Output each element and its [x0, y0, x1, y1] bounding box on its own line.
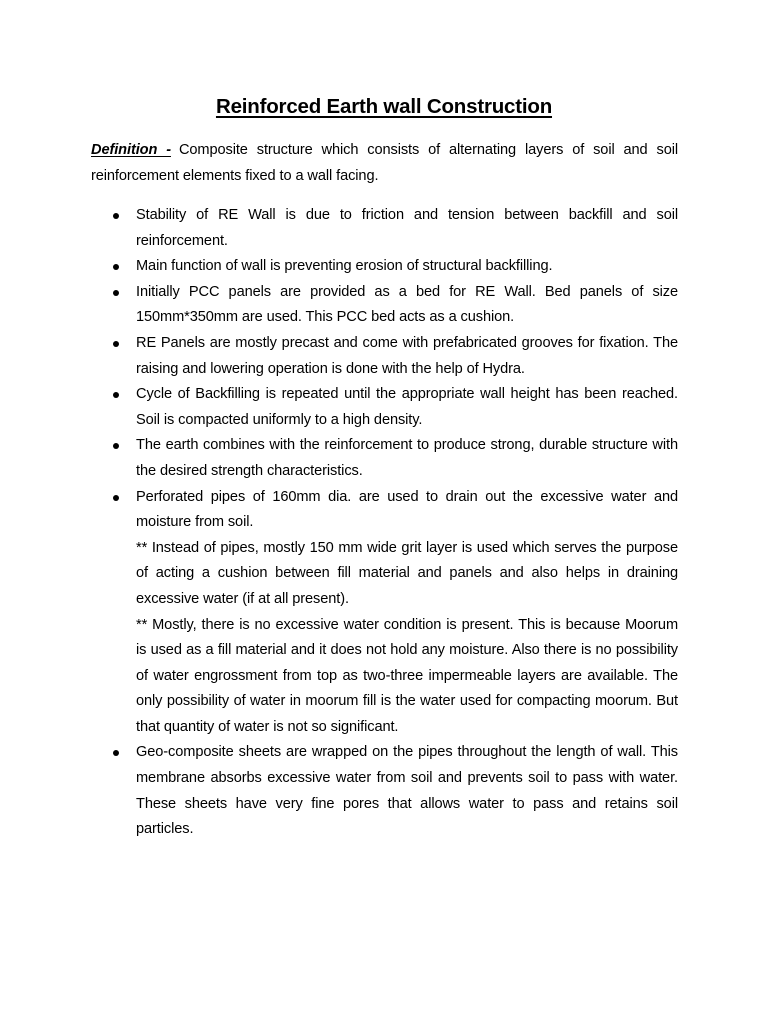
bullet-item [110, 433, 678, 484]
bullet-text: Main function of wall is preventing erosion of structural backfilling. [136, 258, 553, 275]
definition-label: Definition - [91, 142, 171, 158]
bullet-icon [113, 443, 119, 449]
bullet-icon [113, 750, 119, 756]
bullet-item [110, 254, 678, 280]
bullet-icon [113, 264, 119, 270]
bullet-item [110, 382, 678, 433]
bullet-item [110, 740, 678, 842]
bullet-text: Initially PCC panels are provided as a bed for RE Wall. Bed panels of size 150mm*350mm are used. This PCC bed acts as a cushion. [136, 283, 678, 326]
bullet-text: Stability of RE Wall is due to friction and tension between backfill and soil reinforcement. [136, 207, 678, 249]
document-title: Reinforced Earth wall Construction [215, 95, 553, 118]
bullet-text: Cycle of Backfilling is repeated until the appropriate wall height has been reached. Soil is compacted uniformly to a high density. [136, 386, 678, 428]
bullet-icon [113, 392, 119, 398]
bullet-text: Geo-composite sheets are wrapped on the pipes throughout the length of wall. This membrane absorbs excessive water from soil and prevents soil to pass with water. These sheets have very fine pores that allows water to pass and retains soil particles. [136, 744, 678, 838]
bullet-icon [113, 290, 119, 296]
definition-text: Composite structure which consists of alternating layers of soil and soil reinforcement elements fixed to a wall facing. [91, 142, 678, 184]
bullet-item [110, 331, 678, 382]
bullet-text: RE Panels are mostly precast and come with prefabricated grooves for fixation. The raising and lowering operation is done with the help of Hydra. [136, 334, 678, 377]
bullet-item [110, 280, 678, 331]
bullet-text: The earth combines with the reinforcement to produce strong, durable structure with the desired strength characteristics. [136, 437, 678, 479]
bullet-item [110, 203, 678, 254]
bullet-list [110, 203, 678, 843]
note-paragraph: ** Mostly, there is no excessive water condition is present. This is because Moorum is used as a fill material and it does not hold any moisture. Also there is no possibility of water engrossment from top as two-three impermeable layers are available. The only possibility of water in moorum fill is the water used for compacting moorum. But that quantity of water is not so significant. [136, 616, 678, 735]
bullet-icon [113, 341, 119, 347]
bullet-item [110, 485, 678, 741]
bullet-icon [113, 495, 119, 501]
note-paragraph: ** Instead of pipes, mostly 150 mm wide grit layer is used which serves the purpose of acting a cushion between fill material and panels and also helps in draining excessive water (if at all present). [136, 539, 678, 607]
bullet-text: Perforated pipes of 160mm dia. are used to drain out the excessive water and moisture from soil. [136, 488, 678, 531]
bullet-icon [113, 213, 119, 219]
definition-paragraph [91, 138, 678, 189]
